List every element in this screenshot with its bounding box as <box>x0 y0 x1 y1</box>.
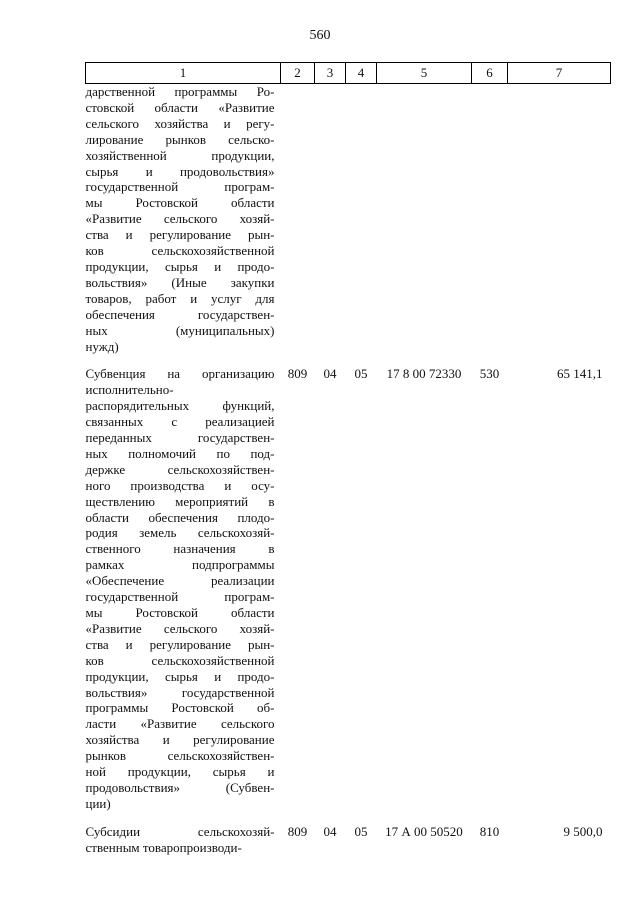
description-line: ции) <box>85 795 111 811</box>
description-line: ласти «Развитие сельского <box>85 716 275 732</box>
description-line: ственным товаропроизводи- <box>85 839 242 855</box>
cell-amount <box>508 84 611 355</box>
description-line: рамках подпрограммы <box>85 557 275 573</box>
description-line: ственного назначения в <box>85 541 275 557</box>
description-line: ных полномочий по под- <box>85 445 275 461</box>
description-line: держке сельскохозяйствен- <box>85 461 275 477</box>
cell-subsection: 05 <box>354 366 368 382</box>
description-line: ства и регулирование рын- <box>85 227 275 243</box>
cell-section: 04 <box>323 823 337 839</box>
cell-ministry-code <box>281 84 315 355</box>
cell-ministry-code: 809 <box>287 366 308 382</box>
budget-table <box>85 62 611 856</box>
header-col-3: 3 <box>315 63 346 84</box>
description-line: ного производства и осу- <box>85 477 275 493</box>
description-line: сырья и продовольствия» <box>85 163 275 179</box>
description-line: «Обеспечение реализации <box>85 573 275 589</box>
description-line: ства и регулирование рын- <box>85 636 275 652</box>
description-line: связанных с реализацией <box>85 414 275 430</box>
header-col-1: 1 <box>86 63 281 84</box>
cell-expense-type <box>472 84 508 355</box>
cell-subsection <box>346 84 377 355</box>
row-description <box>86 84 281 355</box>
cell-target-article: 17 8 00 72330 <box>386 366 462 382</box>
cell-expense-type: 810 <box>479 823 500 839</box>
description-line: вольствия» государственной <box>85 684 275 700</box>
description-line: обеспечения государствен- <box>85 306 275 322</box>
description-line: сельского хозяйства и регу- <box>85 115 275 131</box>
description-line: программы Ростовской об- <box>85 700 275 716</box>
description-line: хозяйства и регулирование <box>85 732 275 748</box>
table-row <box>86 812 611 856</box>
description-line: переданных государствен- <box>85 430 275 446</box>
row-description <box>86 354 281 811</box>
cell-subsection: 05 <box>354 823 368 839</box>
cell-target-article: 17 А 00 50520 <box>385 823 463 839</box>
description-line: товаров, работ и услуг для <box>85 290 275 306</box>
header-col-6: 6 <box>472 63 508 84</box>
description-line: ных (муниципальных) <box>85 322 275 338</box>
cell-ministry-code: 809 <box>287 823 308 839</box>
description-line: мы Ростовской области <box>85 195 275 211</box>
description-line: государственной програм- <box>85 589 275 605</box>
description-line: Субвенция на организацию <box>85 366 275 382</box>
description-line: родия земель сельскохозяй- <box>85 525 275 541</box>
description-line: рынков сельскохозяйствен- <box>85 748 275 764</box>
header-row <box>86 63 611 84</box>
description-line: ков сельскохозяйственной <box>85 652 275 668</box>
description-line: продовольствия» (Субвен- <box>85 779 275 795</box>
cell-expense-type: 530 <box>479 366 500 382</box>
cell-amount: 65 141,1 <box>557 366 603 382</box>
description-line: государственной програм- <box>85 179 275 195</box>
description-line: хозяйственной продукции, <box>85 147 275 163</box>
description-line: мы Ростовской области <box>85 605 275 620</box>
description-line: продукции, сырья и продо- <box>85 258 275 274</box>
description-line: «Развитие сельского хозяй- <box>85 211 275 227</box>
description-line: ков сельскохозяйственной <box>85 243 275 259</box>
description-line: ществлению мероприятий в <box>85 493 275 509</box>
description-line: распорядительных функций, <box>85 398 275 414</box>
description-line: вольствия» (Иные закупки <box>85 274 275 290</box>
description-line: нужд) <box>85 338 119 354</box>
cell-section: 04 <box>323 366 337 382</box>
description-line: дарственной программы Ро- <box>85 84 275 99</box>
header-col-4: 4 <box>346 63 377 84</box>
header-col-5: 5 <box>377 63 472 84</box>
page-number: 560 <box>309 28 331 43</box>
header-col-7: 7 <box>508 63 611 84</box>
description-line: продукции, сырья и продо- <box>85 668 275 684</box>
description-line: исполнительно- <box>85 382 174 398</box>
header-col-2: 2 <box>281 63 315 84</box>
cell-section <box>315 84 346 355</box>
description-line: области обеспечения плодо- <box>85 509 275 525</box>
description-line: ной продукции, сырья и <box>85 764 275 780</box>
description-line: стовской области «Развитие <box>85 99 275 115</box>
description-line: лирование рынков сельско- <box>85 131 275 147</box>
cell-amount: 9 500,0 <box>563 823 603 839</box>
description-line: Субсидии сельскохозяй- <box>85 823 275 839</box>
table-row <box>86 84 611 355</box>
table-row <box>86 354 611 811</box>
cell-target-article <box>377 84 472 355</box>
description-line: «Развитие сельского хозяй- <box>85 620 275 636</box>
row-description <box>86 812 281 856</box>
